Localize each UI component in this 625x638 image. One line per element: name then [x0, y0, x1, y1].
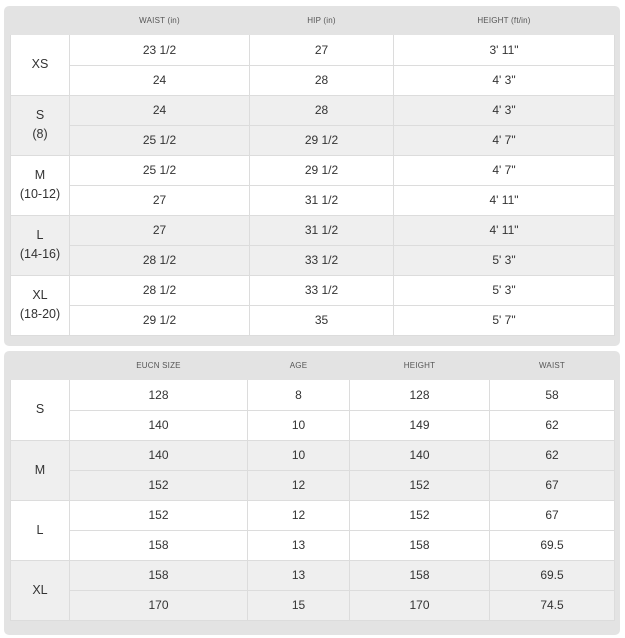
- table-cell: 5' 3": [394, 275, 615, 305]
- table-cell: 5' 3": [394, 245, 615, 275]
- table-row: [11, 125, 615, 155]
- table-cell: 13: [248, 560, 350, 590]
- table-cell: 152: [70, 470, 248, 500]
- table-cell: 12: [248, 500, 350, 530]
- table-row: [11, 215, 615, 245]
- table-row: [11, 305, 615, 335]
- table-cell: 158: [70, 530, 248, 560]
- size-label: L: [36, 228, 44, 242]
- size-chart-panel-eucn: [4, 351, 620, 635]
- table-cell: 140: [70, 410, 248, 440]
- table-cell: 29 1/2: [70, 305, 250, 335]
- table-cell: 24: [70, 95, 250, 125]
- table-cell: 128: [70, 380, 248, 410]
- table-row: [11, 440, 615, 470]
- size-label-cell: [11, 35, 70, 95]
- table-row: [11, 65, 615, 95]
- size-label: L: [36, 522, 44, 537]
- table-cell: 67: [490, 500, 615, 530]
- table-cell: 69.5: [490, 530, 615, 560]
- table-cell: 158: [350, 530, 490, 560]
- column-header-waist: WAIST (in): [139, 16, 180, 25]
- size-chart-table-inches: [10, 6, 615, 336]
- size-numeric-range: (18-20): [19, 307, 61, 321]
- size-label: S: [35, 108, 45, 122]
- table-cell: 4' 11": [394, 185, 615, 215]
- table-cell: 5' 7": [394, 305, 615, 335]
- size-chart-panel-sizes: [4, 6, 620, 346]
- size-label: XS: [31, 57, 49, 72]
- table-cell: 28 1/2: [70, 245, 250, 275]
- table-row: [11, 500, 615, 530]
- table-cell: 158: [350, 560, 490, 590]
- table-row: [11, 380, 615, 410]
- table-cell: 4' 3": [394, 65, 615, 95]
- column-header-waist: WAIST: [538, 361, 566, 370]
- size-label-cell: [11, 560, 70, 620]
- table-cell: 29 1/2: [250, 155, 394, 185]
- table-row: [11, 530, 615, 560]
- table-row: [11, 95, 615, 125]
- table-cell: 62: [490, 440, 615, 470]
- table-header-row: [11, 6, 615, 35]
- column-header-size: [11, 6, 70, 35]
- size-label: S: [35, 402, 45, 417]
- table-cell: 28 1/2: [70, 275, 250, 305]
- table-row: [11, 155, 615, 185]
- table-cell: 4' 7": [394, 155, 615, 185]
- table-cell: 58: [490, 380, 615, 410]
- table-row: [11, 560, 615, 590]
- table-row: [11, 35, 615, 65]
- column-header-age: AGE: [289, 361, 308, 370]
- size-label-cell: [11, 440, 70, 500]
- table-cell: 67: [490, 470, 615, 500]
- table-cell: 25 1/2: [70, 155, 250, 185]
- table-row: [11, 275, 615, 305]
- table-cell: 128: [350, 380, 490, 410]
- table-cell: 3' 11": [394, 35, 615, 65]
- table-cell: 152: [350, 500, 490, 530]
- column-header-hip: HIP (in): [307, 16, 336, 25]
- size-numeric-range: (8): [32, 127, 48, 141]
- table-cell: 33 1/2: [250, 275, 394, 305]
- table-cell: 12: [248, 470, 350, 500]
- table-cell: 8: [248, 380, 350, 410]
- table-cell: 33 1/2: [250, 245, 394, 275]
- size-label-cell: [11, 380, 70, 440]
- size-numeric-range: (10-12): [19, 187, 61, 201]
- table-cell: 4' 7": [394, 125, 615, 155]
- table-cell: 31 1/2: [250, 185, 394, 215]
- table-cell: 170: [350, 590, 490, 620]
- size-chart-table-eucn: [10, 351, 615, 621]
- size-label: M: [34, 168, 46, 182]
- table-row: [11, 185, 615, 215]
- table-cell: 69.5: [490, 560, 615, 590]
- table-cell: 29 1/2: [250, 125, 394, 155]
- column-header-height: HEIGHT: [403, 361, 436, 370]
- table-row: [11, 590, 615, 620]
- table-row: [11, 245, 615, 275]
- size-label: M: [34, 462, 46, 477]
- size-label: XL: [32, 582, 48, 597]
- size-label-cell: [11, 155, 70, 215]
- table-cell: 27: [70, 185, 250, 215]
- table-cell: 13: [248, 530, 350, 560]
- table-cell: 74.5: [490, 590, 615, 620]
- table-cell: 28: [250, 95, 394, 125]
- size-numeric-range: (14-16): [19, 247, 61, 261]
- table-cell: 15: [248, 590, 350, 620]
- size-label-cell: [11, 500, 70, 560]
- table-cell: 152: [70, 500, 248, 530]
- table-cell: 10: [248, 410, 350, 440]
- table-header-row: [11, 351, 615, 380]
- size-label-cell: [11, 215, 70, 275]
- table-cell: 152: [350, 470, 490, 500]
- column-header-eucn-size: EUCN SIZE: [136, 361, 181, 370]
- column-header-height: HEIGHT (ft/in): [477, 16, 531, 25]
- size-label: XL: [32, 288, 48, 302]
- table-cell: 27: [70, 215, 250, 245]
- table-cell: 25 1/2: [70, 125, 250, 155]
- table-cell: 28: [250, 65, 394, 95]
- table-cell: 23 1/2: [70, 35, 250, 65]
- table-cell: 24: [70, 65, 250, 95]
- table-cell: 62: [490, 410, 615, 440]
- table-cell: 35: [250, 305, 394, 335]
- table-row: [11, 410, 615, 440]
- size-label-cell: [11, 275, 70, 335]
- table-cell: 140: [350, 440, 490, 470]
- table-cell: 31 1/2: [250, 215, 394, 245]
- table-cell: 158: [70, 560, 248, 590]
- table-cell: 140: [70, 440, 248, 470]
- table-cell: 4' 11": [394, 215, 615, 245]
- table-cell: 27: [250, 35, 394, 65]
- table-cell: 10: [248, 440, 350, 470]
- table-cell: 170: [70, 590, 248, 620]
- size-label-cell: [11, 95, 70, 155]
- column-header-size: [11, 351, 70, 380]
- table-row: [11, 470, 615, 500]
- table-cell: 149: [350, 410, 490, 440]
- table-cell: 4' 3": [394, 95, 615, 125]
